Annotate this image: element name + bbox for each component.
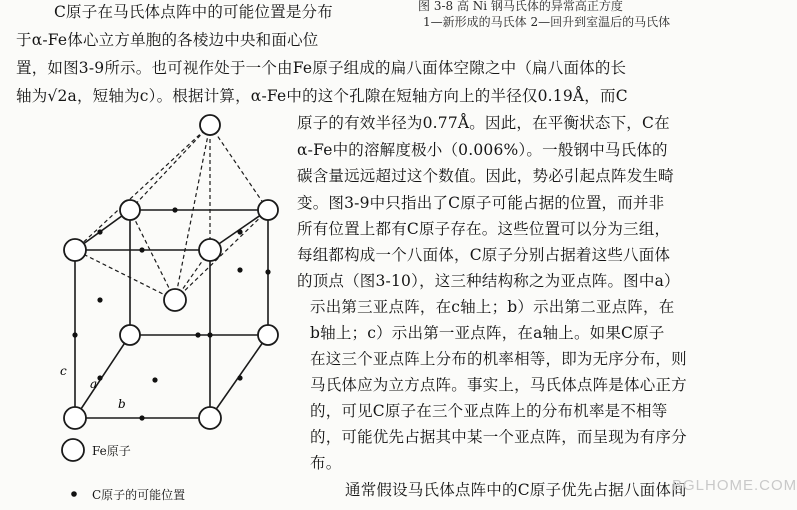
fe-atom [64, 239, 86, 261]
c-position-dot [265, 269, 270, 274]
c-position-dot [237, 267, 242, 272]
figure-caption-title: 图 3-8 高 Ni 钢马氏体的异常高正方度 [418, 0, 623, 13]
legend-c-label: C原子的可能位置 [92, 488, 186, 502]
text-line-15: 马氏体应为立方点阵。事实上，马氏体点阵是体心正方 [310, 376, 687, 394]
c-position-dot [97, 229, 102, 234]
text-line-10: 每组都构成一个八面体，C原子分别占据着这些八面体 [297, 246, 671, 264]
text-line-16: 的，可见C原子在三个亚点阵上的分布机率是不相等 [310, 402, 668, 420]
text-line-2: 于α-Fe体心立方单胞的各棱边中央和面心位 [16, 31, 319, 49]
fe-atom [120, 200, 140, 220]
text-line-5: 原子的有效半径为0.77Å。因此，在平衡状态下，C在 [297, 114, 670, 132]
c-position-dot [97, 375, 102, 380]
text-line-14: 在这三个亚点阵上分布的机率相等，即为无序分布，则 [310, 350, 687, 368]
fe-atom [120, 325, 140, 345]
fe-atom [258, 325, 278, 345]
text-line-17: 的，可能优先占据其中某一个亚点阵，而呈现为有序分 [310, 428, 687, 446]
axis-label-a: a [90, 377, 98, 391]
cell-edges [75, 210, 268, 418]
text-line-7: 碳含量远远超过这个数值。因此，势必引起点阵发生畸 [297, 167, 674, 185]
watermark: BGLHOME.COM [672, 477, 797, 494]
text-line-1: C原子在马氏体点阵中的可能位置是分布 [54, 3, 333, 21]
fe-atom [199, 407, 221, 429]
text-line-6: α-Fe中的溶解度极小（0.006%）。一般钢中马氏体的 [297, 141, 668, 159]
c-position-dot [97, 297, 102, 302]
c-position-dot [195, 332, 200, 337]
legend-fe-label: Fe原子 [92, 444, 131, 458]
text-line-13: b轴上；c）示出第一亚点阵，在a轴上。如果C原子 [310, 324, 665, 342]
fe-atom [164, 289, 186, 311]
fe-atom [64, 407, 86, 429]
c-position-dot [152, 377, 157, 382]
text-line-12: 示出第三亚点阵，在c轴上；b）示出第二亚点阵，在 [310, 298, 675, 316]
c-position-dot [172, 207, 177, 212]
legend-fe-icon [62, 439, 84, 461]
c-position-dot [237, 229, 242, 234]
figure-caption-subtitle: 1—新形成的马氏体 2—回升到室温后的马氏体 [423, 15, 671, 29]
fe-atom [200, 115, 220, 135]
legend-c-icon [71, 491, 77, 497]
axis-label-b: b [118, 397, 126, 411]
text-line-4: 轴为√2a，短轴为c）。根据计算，α-Fe中的这个孔隙在短轴方向上的半径仅0.19Å，而C [16, 87, 628, 105]
text-line-8: 变。图3-9中只指出了C原子可能占据的位置，而并非 [297, 194, 665, 212]
text-line-19: 通常假设马氏体点阵中的C原子优先占据八面体间 [345, 481, 687, 499]
text-line-18: 布。 [310, 454, 342, 472]
octahedron-edges [75, 125, 268, 300]
axis-label-c: c [60, 364, 67, 378]
text-line-11: 的顶点（图3-10），这三种结构称之为亚点阵。图中a） [297, 272, 680, 290]
text-line-9: 所有位置上都有C原子存在。这些位置可以分为三组， [297, 220, 671, 238]
c-position-dot [139, 415, 144, 420]
c-positions [72, 207, 270, 420]
lattice-figure [0, 0, 300, 510]
fe-atom [258, 200, 278, 220]
text-line-3: 置，如图3-9所示。也可视作处于一个由Fe原子组成的扁八面体空隙之中（扁八面体的长 [16, 59, 627, 77]
fe-atom [199, 239, 221, 261]
c-position-dot [207, 332, 212, 337]
c-position-dot [72, 332, 77, 337]
c-position-dot [237, 375, 242, 380]
c-position-dot [139, 247, 144, 252]
